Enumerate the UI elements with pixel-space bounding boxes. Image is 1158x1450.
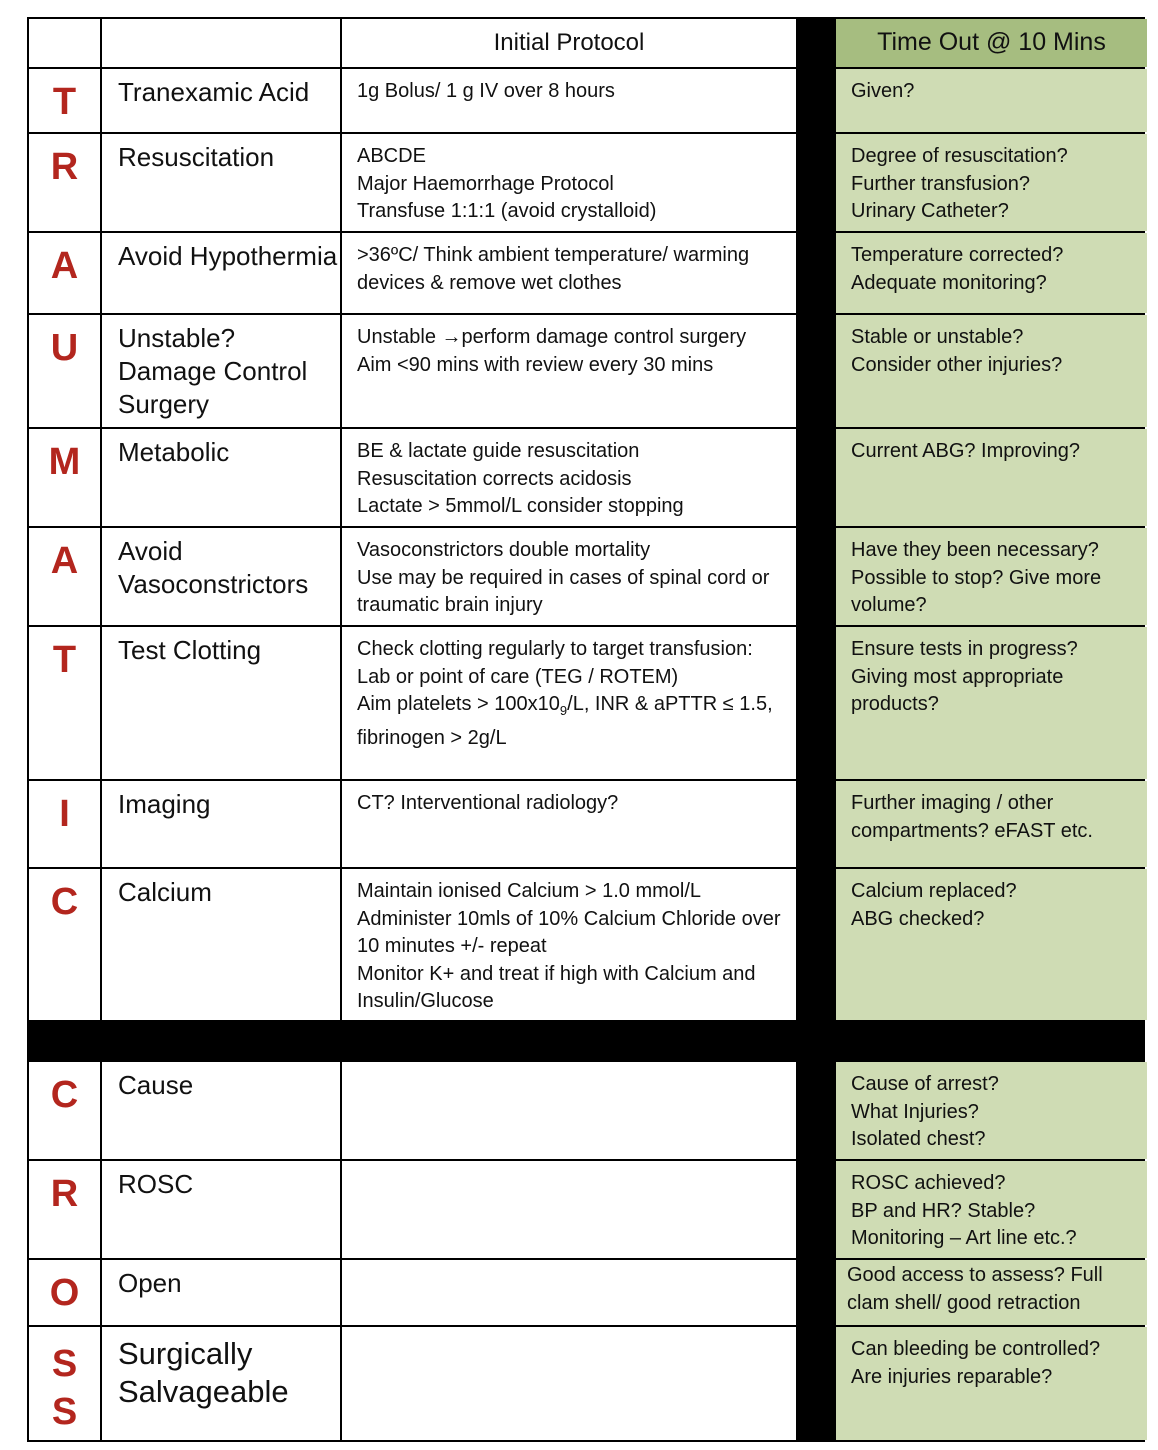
protocol-line: ABCDE bbox=[357, 145, 426, 167]
protocol-line: BE & lactate guide resuscitation bbox=[357, 440, 640, 462]
question-line: What Injuries? bbox=[851, 1100, 979, 1123]
table-row-metabolic bbox=[27, 429, 1145, 528]
protocol-text bbox=[342, 315, 798, 427]
row-label: Avoid Vasoconstrictors bbox=[102, 528, 342, 625]
row-label: ROSC bbox=[102, 1161, 342, 1258]
question-line: Further transfusion? bbox=[851, 172, 1030, 195]
timeout-questions bbox=[836, 1062, 1147, 1159]
column-separator bbox=[798, 233, 836, 313]
row-label: Surgically Salvageable bbox=[102, 1327, 342, 1440]
table-row-calcium bbox=[27, 869, 1145, 1022]
protocol-line: Aim <90 mins with review every 30 mins bbox=[357, 353, 714, 376]
section-divider bbox=[27, 1022, 1145, 1062]
protocol-text-empty bbox=[342, 1260, 798, 1325]
protocol-line: 1g Bolus/ 1 g IV over 8 hours bbox=[357, 80, 615, 102]
table-header-row bbox=[27, 17, 1145, 69]
timeout-questions bbox=[836, 869, 1147, 1020]
table-row-rosc bbox=[27, 1161, 1145, 1260]
table-row-avoid-vasoconstrictors bbox=[27, 528, 1145, 627]
protocol-line: CT? Interventional radiology? bbox=[357, 792, 619, 814]
timeout-questions bbox=[836, 134, 1147, 231]
mnemonic-letter: S bbox=[51, 1343, 78, 1385]
protocol-line: Vasoconstrictors double mortality bbox=[357, 539, 651, 561]
protocol-line: Maintain ionised Calcium > 1.0 mmol/L bbox=[357, 880, 702, 902]
header-letter-cell bbox=[29, 19, 102, 67]
row-label: Tranexamic Acid bbox=[102, 69, 342, 132]
protocol-text bbox=[342, 429, 798, 526]
mnemonic-letter: S bbox=[51, 1391, 78, 1433]
protocol-text-empty bbox=[342, 1062, 798, 1159]
column-separator bbox=[798, 627, 836, 779]
mnemonic-letter: T bbox=[29, 627, 102, 779]
table-row-cause bbox=[27, 1062, 1145, 1161]
column-separator bbox=[798, 69, 836, 132]
timeout-questions bbox=[836, 1161, 1147, 1258]
protocol-text bbox=[342, 781, 798, 867]
timeout-questions bbox=[836, 429, 1147, 526]
column-separator bbox=[798, 429, 836, 526]
protocol-header: Initial Protocol bbox=[342, 19, 798, 67]
mnemonic-letter: M bbox=[29, 429, 102, 526]
protocol-line: Major Haemorrhage Protocol bbox=[357, 172, 614, 195]
protocol-text bbox=[342, 869, 798, 1020]
mnemonic-letter: C bbox=[29, 869, 102, 1020]
table-row-damage-control-surgery bbox=[27, 315, 1145, 429]
protocol-line: Lab or point of care (TEG / ROTEM) bbox=[357, 665, 679, 688]
mnemonic-letter: U bbox=[29, 315, 102, 427]
mnemonic-letter: A bbox=[29, 528, 102, 625]
protocol-line: Use may be required in cases of spinal cord or traumatic brain injury bbox=[357, 566, 770, 616]
protocol-text bbox=[342, 233, 798, 313]
row-label: Resuscitation bbox=[102, 134, 342, 231]
question-line: Calcium replaced? bbox=[851, 880, 1017, 902]
question-line: ABG checked? bbox=[851, 907, 985, 930]
column-separator bbox=[798, 781, 836, 867]
question-line: Further imaging / other compartments? eFAST etc. bbox=[851, 792, 1093, 842]
protocol-line: Transfuse 1:1:1 (avoid crystalloid) bbox=[357, 200, 657, 222]
row-label: Metabolic bbox=[102, 429, 342, 526]
protocol-text bbox=[342, 528, 798, 625]
table-row-open bbox=[27, 1260, 1145, 1327]
protocol-text bbox=[342, 627, 798, 779]
column-separator bbox=[798, 315, 836, 427]
mnemonic-letter-pair bbox=[29, 1327, 102, 1440]
mnemonic-letter: C bbox=[29, 1062, 102, 1159]
column-separator bbox=[798, 134, 836, 231]
protocol-text bbox=[342, 134, 798, 231]
question-line: Can bleeding be controlled? bbox=[851, 1338, 1101, 1360]
timeout-questions bbox=[836, 1327, 1147, 1440]
protocol-text-empty bbox=[342, 1161, 798, 1258]
mnemonic-letter: I bbox=[29, 781, 102, 867]
protocol-line-aim: Aim platelets > $100x10_9/L$, INR & aPTTR ≤ 1.5, fibrinogen > 2g/L bbox=[357, 693, 773, 749]
protocol-line: Check clotting regularly to target transfusion: bbox=[357, 638, 753, 660]
table-row-imaging bbox=[27, 781, 1145, 869]
protocol-line: Unstable →perform damage control surgery bbox=[357, 326, 747, 348]
table-row-tranexamic-acid bbox=[27, 69, 1145, 134]
question-line: Degree of resuscitation? bbox=[851, 145, 1068, 167]
timeout-header: Time Out @ 10 Mins bbox=[836, 19, 1147, 67]
trauma-cross-table bbox=[27, 17, 1145, 1442]
question-line: Temperature corrected? bbox=[851, 244, 1064, 266]
question-line: Given? bbox=[851, 80, 915, 102]
protocol-line: >36ºC/ Think ambient temperature/ warming devices & remove wet clothes bbox=[357, 244, 750, 294]
row-label: Cause bbox=[102, 1062, 342, 1159]
row-label: Imaging bbox=[102, 781, 342, 867]
row-label: Calcium bbox=[102, 869, 342, 1020]
mnemonic-letter: O bbox=[29, 1260, 102, 1325]
mnemonic-letter: R bbox=[29, 134, 102, 231]
question-line: Urinary Catheter? bbox=[851, 200, 1009, 222]
question-line: BP and HR? Stable? bbox=[851, 1199, 1036, 1222]
question-line: Monitoring – Art line etc.? bbox=[851, 1227, 1077, 1249]
protocol-line: Lactate > 5mmol/L consider stopping bbox=[357, 495, 684, 517]
column-separator bbox=[798, 1062, 836, 1159]
protocol-line: Administer 10mls of 10% Calcium Chloride over 10 minutes +/- repeat bbox=[357, 907, 781, 957]
timeout-questions bbox=[836, 315, 1147, 427]
protocol-text-empty bbox=[342, 1327, 798, 1440]
timeout-questions bbox=[836, 781, 1147, 867]
mnemonic-letter: T bbox=[29, 69, 102, 132]
table-row-test-clotting bbox=[27, 627, 1145, 781]
question-line: Stable or unstable? bbox=[851, 326, 1024, 348]
timeout-questions bbox=[836, 1260, 1147, 1325]
question-line: Ensure tests in progress? bbox=[851, 638, 1078, 660]
row-label: Avoid Hypothermia bbox=[102, 233, 342, 313]
row-label: Open bbox=[102, 1260, 342, 1325]
table-row-resuscitation bbox=[27, 134, 1145, 233]
question-line: Current ABG? Improving? bbox=[851, 440, 1080, 462]
question-line: Consider other injuries? bbox=[851, 353, 1063, 376]
protocol-text bbox=[342, 69, 798, 132]
mnemonic-letter: A bbox=[29, 233, 102, 313]
table-row-surgically-salvageable bbox=[27, 1327, 1145, 1442]
question-line: Have they been necessary? Possible to stop? Give more volume? bbox=[851, 539, 1102, 616]
timeout-questions bbox=[836, 69, 1147, 132]
column-separator bbox=[798, 528, 836, 625]
question-line: Giving most appropriate products? bbox=[851, 665, 1064, 715]
column-separator bbox=[798, 869, 836, 1020]
question-line: Good access to assess? Full clam shell/ good retraction bbox=[847, 1264, 1103, 1314]
question-line: Cause of arrest? bbox=[851, 1073, 999, 1095]
table-row-avoid-hypothermia bbox=[27, 233, 1145, 315]
column-separator bbox=[798, 19, 836, 67]
column-separator bbox=[798, 1327, 836, 1440]
mnemonic-letter: R bbox=[29, 1161, 102, 1258]
timeout-questions bbox=[836, 233, 1147, 313]
protocol-line: Resuscitation corrects acidosis bbox=[357, 467, 632, 490]
column-separator bbox=[798, 1260, 836, 1325]
timeout-questions bbox=[836, 627, 1147, 779]
column-separator bbox=[798, 1161, 836, 1258]
question-line: Adequate monitoring? bbox=[851, 271, 1047, 294]
protocol-line: Monitor K+ and treat if high with Calcium and Insulin/Glucose bbox=[357, 962, 756, 1012]
row-label: Unstable? Damage Control Surgery bbox=[102, 315, 342, 427]
timeout-questions bbox=[836, 528, 1147, 625]
header-label-cell bbox=[102, 19, 342, 67]
question-line: Isolated chest? bbox=[851, 1128, 986, 1150]
row-label: Test Clotting bbox=[102, 627, 342, 779]
question-line: ROSC achieved? bbox=[851, 1172, 1006, 1194]
question-line: Are injuries reparable? bbox=[851, 1365, 1053, 1388]
